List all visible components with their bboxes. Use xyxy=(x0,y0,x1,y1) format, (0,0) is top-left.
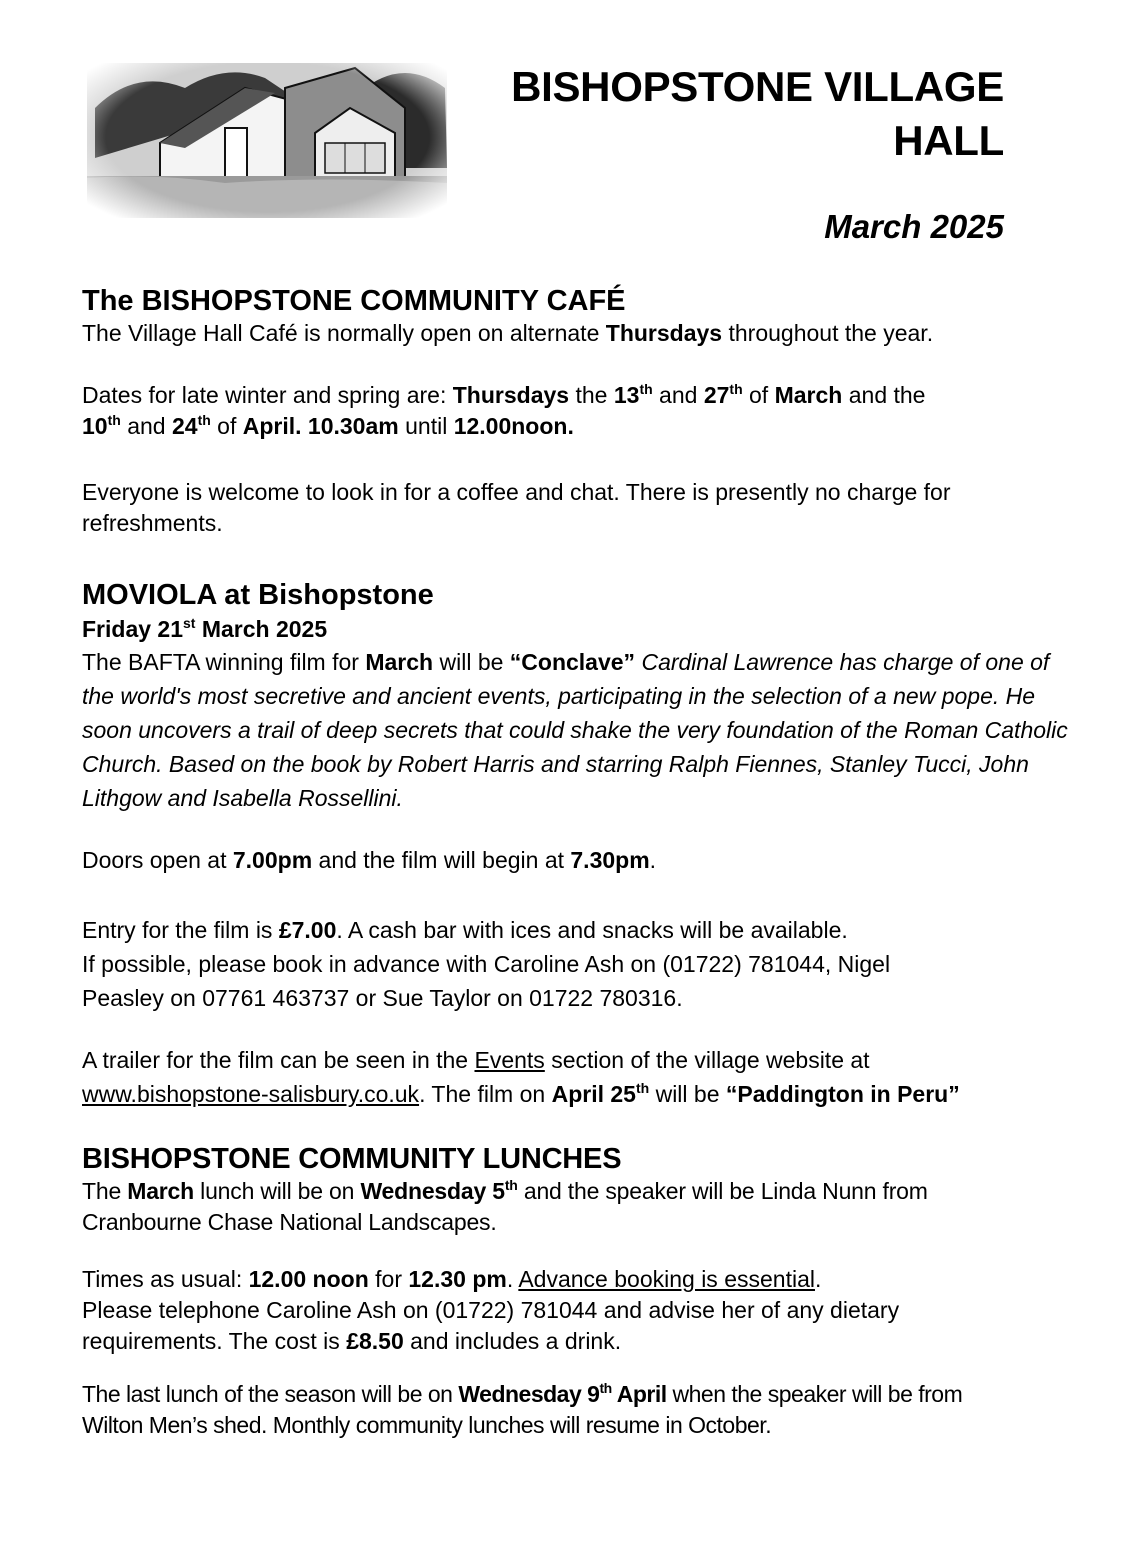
moviola-film-description: The BAFTA winning film for March will be “Conclave” Cardinal Lawrence has charge of one of the world's most secretive and ancient events, participating in the selection of a new pope. He soon uncovers a trail of deep secrets that could shake the very foundation of the Roman Catholic Church. Based on the book by Robert Harris and starring Ralph Fiennes, Stanley Tucci, John Lithgow and Isabella Rossellini. xyxy=(82,649,1068,811)
cafe-welcome-text: Everyone is welcome to look in for a coffee and chat. There is presently no charge for refreshments. xyxy=(82,479,951,536)
issue-date: March 2025 xyxy=(824,208,1004,245)
cafe-section xyxy=(82,284,1082,442)
lunches-heading: BISHOPSTONE COMMUNITY LUNCHES xyxy=(82,1143,622,1175)
moviola-entry: Entry for the film is £7.00. A cash bar with ices and snacks will be available. If possible, please book in advance with Caroline Ash on (01722) 781044, Nigel Peasley on 07761 463737 or Sue Taylor on 01722 780316. xyxy=(82,917,891,1011)
lunches-last: The last lunch of the season will be on Wednesday 9th April when the speaker will be from Wilton Men’s shed. Monthly community lunches will resume in October. xyxy=(82,1380,963,1438)
cafe-intro: The Village Hall Café is normally open on alternate Thursdays throughout the year. xyxy=(82,320,934,346)
moviola-heading: MOVIOLA at Bishopstone xyxy=(82,579,434,611)
title-line-2: HALL xyxy=(893,117,1004,164)
lunches-booking: Times as usual: 12.00 noon for 12.30 pm. Advance booking is essential. Please telephone Caroline Ash on (01722) 781044 and advise her of any dietary requirements. The cost is £8.50 and includes a drink. xyxy=(82,1266,900,1354)
moviola-section xyxy=(82,578,1082,815)
cafe-heading: The BISHOPSTONE COMMUNITY CAFÉ xyxy=(82,285,626,317)
moviola-times: Doors open at 7.00pm and the film will begin at 7.30pm. xyxy=(82,847,657,873)
moviola-date: Friday 21st March 2025 xyxy=(82,615,328,642)
cafe-dates: Dates for late winter and spring are: Thursdays the 13th and 27th of March and the 10th and 24th of April. 10.30am until 12.00noon. xyxy=(82,381,926,439)
title-line-1: BISHOPSTONE VILLAGE xyxy=(511,63,1004,110)
cafe-welcome xyxy=(82,477,1082,539)
events-link[interactable]: Events xyxy=(474,1047,545,1073)
lunches-section: BISHOPSTONE COMMUNITY LUNCHES The March lunch will be on Wednesday 5th and the speaker will be Linda Nunn from Cranbourne Chase National Landscapes. xyxy=(82,1142,1082,1238)
village-hall-image xyxy=(75,48,460,226)
moviola-trailer: A trailer for the film can be seen in the Events section of the village website at www.bishopstone-salisbury.co.uk. The film on April 25th will be “Paddington in Peru” xyxy=(82,1047,960,1107)
page-title xyxy=(511,60,1004,168)
website-link[interactable]: www.bishopstone-salisbury.co.uk xyxy=(82,1081,420,1107)
